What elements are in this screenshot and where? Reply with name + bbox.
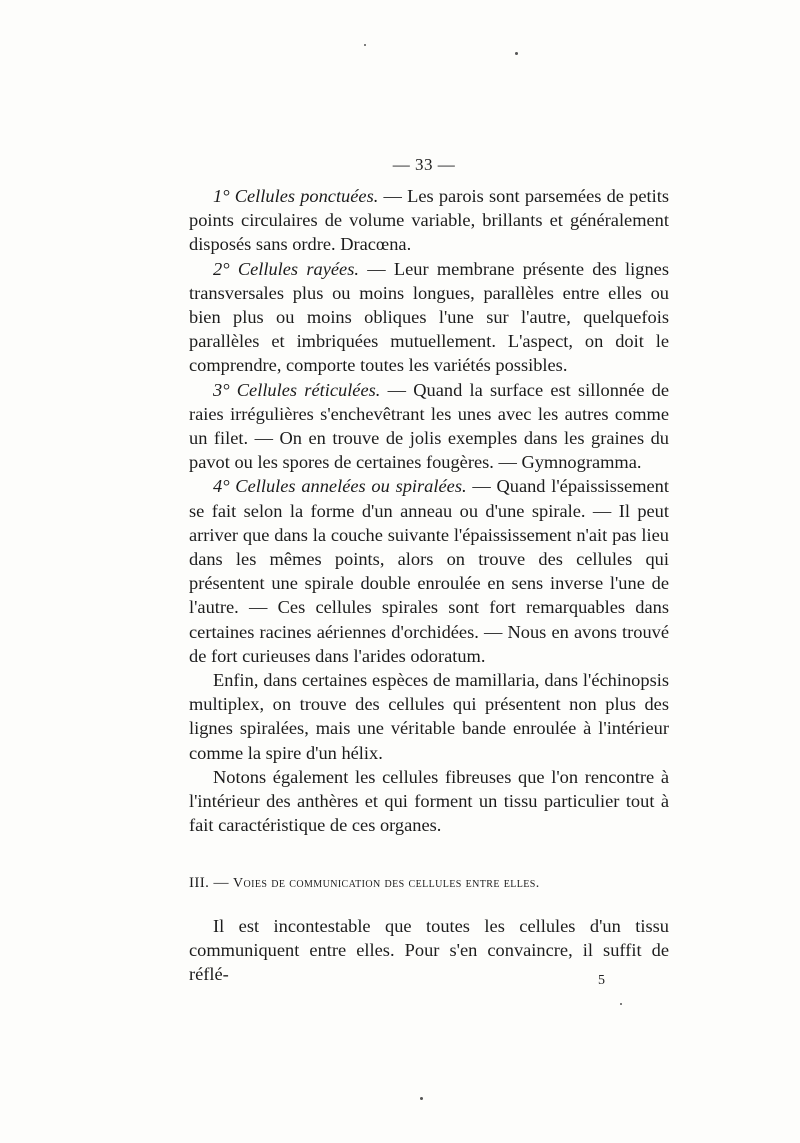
paragraph-cellules-ponctuees (189, 184, 669, 257)
paragraph-cellules-rayees (189, 257, 669, 378)
paragraph-text: Notons également les cellules fibreuses que l'on rencontre à l'intérieur des anthères et qui forment un tissu particulier tout à fait caractéristique de ces organes. (189, 766, 669, 836)
paragraph-cellules-reticulees (189, 378, 669, 475)
section-heading (189, 875, 669, 892)
paragraph-cellules-annelees (189, 474, 669, 668)
main-text (189, 184, 669, 837)
paragraph-label: 4° Cellules annelées ou spiralées. (213, 476, 467, 497)
paper-speck (364, 44, 366, 46)
paragraph-label: 1° Cellules ponctuées. (213, 186, 379, 206)
page-number: — 33 — (392, 155, 456, 174)
paragraph-text: — Quand la surface est sillonnée de raies irrégulières s'enchevêtrant les unes avec les autres comme un filet. — On en trouve de jolis exemples dans les graines du pavot ou les spores de certaines fougères. — Gymnogramma. (189, 379, 669, 473)
paper-speck (515, 52, 518, 55)
paragraph-text: — Quand l'épaississement se fait selon la forme d'un anneau ou d'une spirale. — Il peut arriver que dans la couche suivante l'épaississement n'ait pas lieu dans les mêmes points, alors on trouve des cellules qui présentent une spirale double enroulée en sens inverse l'une de l'autre. — Ces cellules spirales sont fort remarquables dans certaines racines aériennes d'orchidées. — Nous en avons trouvé de fort curieuses dans l'arides odoratum. (189, 476, 669, 666)
paragraph-label: 2° Cellules rayées. (213, 258, 359, 279)
signature-mark: 5 (598, 973, 605, 988)
paper-speck (420, 1097, 423, 1100)
section-title: Voies de communication des cellules entre elles. (233, 876, 540, 891)
paper-speck (620, 1003, 622, 1005)
paragraph-text: Il est incontestable que toutes les cellules d'un tissu communiquent entre elles. Pour s'en convaincre, il suffit de réflé- (189, 916, 669, 985)
paragraph-text: — Leur membrane présente des lignes transversales plus ou moins longues, parallèles entre elles ou bien plus ou moins obliques l'une sur l'autre, quelquefois parallèles et imbriquées mutuellement. L'aspect, on doit le comprendre, comporte toutes les variétés possibles. (189, 258, 669, 376)
section-number: III. (189, 875, 210, 891)
paragraph-communication (189, 914, 669, 987)
paragraph-mamillaria (189, 668, 669, 765)
section-dash: — (209, 875, 234, 891)
section-text (189, 914, 669, 987)
paragraph-label: 3° Cellules réticulées. (213, 379, 381, 400)
paragraph-text: Enfin, dans certaines espèces de mamillaria, dans l'échinopsis multiplex, on trouve des cellules qui présentent non plus des lignes spiralées, mais une véritable bande enroulée à l'intérieur comme la spire d'un hélix. (189, 670, 669, 763)
paragraph-text: — Les parois sont parsemées de petits points circulaires de volume variable, brillants et généralement disposés sans ordre. Dracœna. (189, 186, 669, 255)
paragraph-cellules-fibreuses (189, 765, 669, 838)
